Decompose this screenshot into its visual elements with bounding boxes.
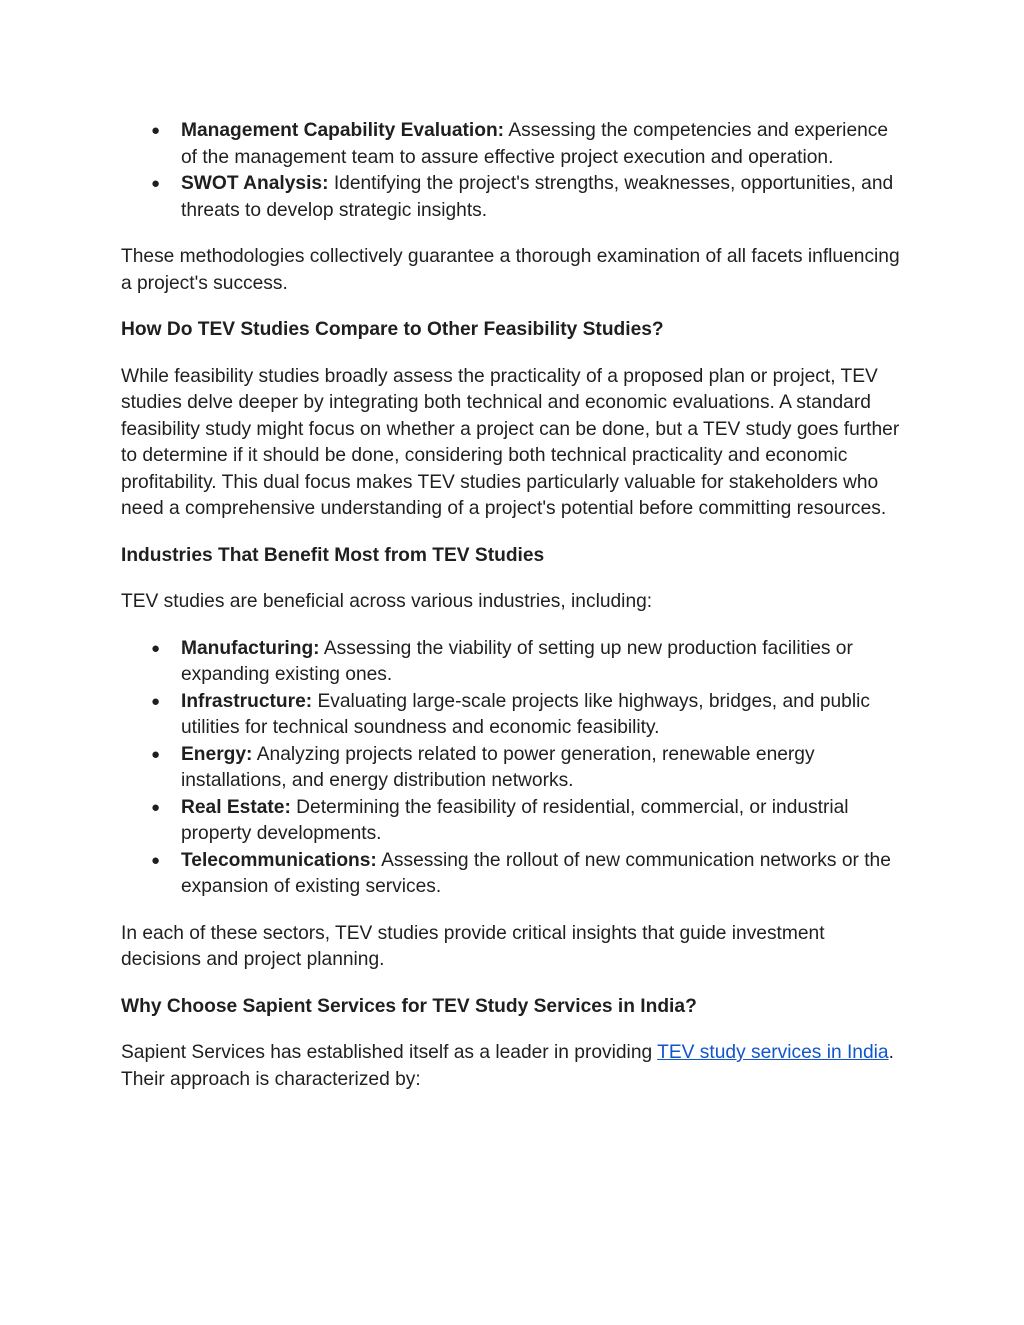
bullet-icon: ●: [151, 122, 161, 139]
heading-compare: How Do TEV Studies Compare to Other Feasibility Studies?: [121, 319, 664, 340]
bullet-icon: ●: [151, 175, 161, 192]
methodology-list: [121, 118, 906, 224]
document-page: [121, 118, 906, 1093]
list-item-desc: Assessing the competencies and experience of the management team to assure effective project execution and operation.: [181, 120, 889, 168]
list-item-term: Management Capability Evaluation:: [181, 120, 505, 141]
paragraph-why-before: Sapient Services has established itself as a leader in providing: [121, 1042, 658, 1063]
bullet-icon: ●: [151, 851, 161, 869]
list-item-desc: Identifying the project's strengths, weaknesses, opportunities, and threats to develop strategic insights.: [181, 173, 894, 221]
list-item-desc: Assessing the viability of setting up new production facilities or expanding existing ones.: [181, 637, 853, 685]
list-item: [121, 742, 906, 795]
paragraph-methodologies: These methodologies collectively guarantee a thorough examination of all facets influencing a project's success.: [121, 246, 900, 294]
list-item: [121, 795, 906, 848]
list-item-term: Energy:: [181, 743, 253, 765]
list-item-term: SWOT Analysis:: [181, 173, 329, 194]
industries-list: [121, 636, 906, 901]
list-item-term: Real Estate:: [181, 796, 291, 818]
list-item-term: Infrastructure:: [181, 690, 313, 712]
list-item: [121, 848, 906, 901]
bullet-icon: ●: [151, 798, 161, 816]
paragraph-industries-intro: TEV studies are beneficial across various industries, including:: [121, 591, 653, 612]
list-item: [121, 171, 906, 224]
heading-why: Why Choose Sapient Services for TEV Study Services in India?: [121, 995, 697, 1017]
list-item-desc: Determining the feasibility of residential, commercial, or industrial property developments.: [181, 796, 849, 844]
list-item-term: Manufacturing:: [181, 637, 320, 659]
bullet-icon: ●: [151, 745, 161, 763]
list-item-term: Telecommunications:: [181, 849, 377, 871]
list-item-desc: Evaluating large-scale projects like highways, bridges, and public utilities for technical soundness and economic feasibility.: [181, 690, 870, 738]
list-item-desc: Assessing the rollout of new communication networks or the expansion of existing services.: [181, 849, 891, 897]
bullet-icon: ●: [151, 639, 161, 657]
tev-services-link[interactable]: TEV study services in India: [657, 1042, 889, 1063]
paragraph-why: [121, 1040, 906, 1093]
list-item: [121, 118, 906, 171]
paragraph-sectors: In each of these sectors, TEV studies provide critical insights that guide investment decisions and project planning.: [121, 922, 825, 970]
paragraph-compare: While feasibility studies broadly assess the practicality of a proposed plan or project, TEV studies delve deeper by integrating both technical and economic evaluations. A standard feasibility study might focus on whether a project can be done, but a TEV study goes further to determine if it should be done, considering both technical practicality and economic profitability. This dual focus makes TEV studies particularly valuable for stakeholders who need a comprehensive understanding of a project's potential before committing resources.: [121, 365, 900, 519]
paragraph-why-after: . Their approach is characterized by:: [121, 1042, 894, 1090]
heading-industries: Industries That Benefit Most from TEV Studies: [121, 544, 545, 566]
list-item: [121, 689, 906, 742]
bullet-icon: ●: [151, 692, 161, 710]
list-item-desc: Analyzing projects related to power generation, renewable energy installations, and energy distribution networks.: [181, 743, 815, 791]
list-item: [121, 636, 906, 689]
